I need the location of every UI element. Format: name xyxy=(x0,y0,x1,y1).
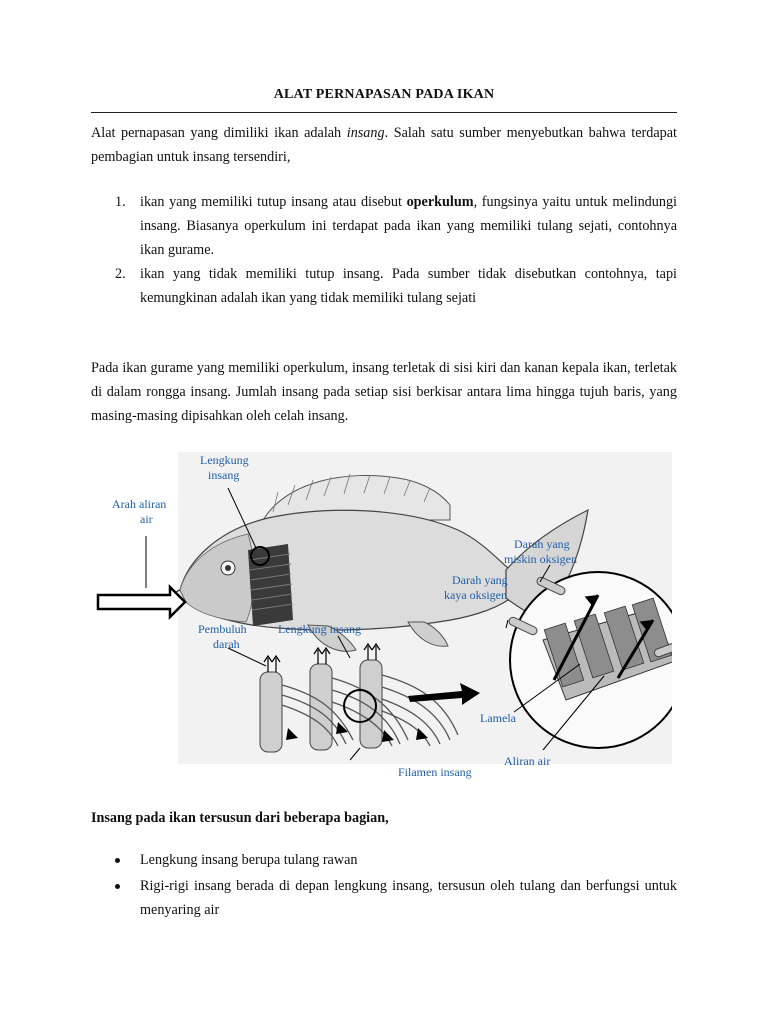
numbered-list xyxy=(91,190,677,310)
label-filamen-insang: Filamen insang xyxy=(398,765,472,779)
water-flow-arrow-icon xyxy=(98,587,185,617)
list-number: 2. xyxy=(115,266,126,282)
list-item-text-after: , fungsinya yaitu untuk melindungi insang. Biasanya operkulum ini terdapat pada ikan yang memiliki tulang sejati, contohnya ikan gurame. xyxy=(140,194,677,258)
list-item-text: ikan yang tidak memiliki tutup insang. Pada sumber tidak disebutkan contohnya, tapi kemungkinan adalah ikan yang tidak memiliki tulang sejati xyxy=(140,266,677,306)
bullet-text: Lengkung insang berupa tulang rawan xyxy=(140,852,358,868)
fish-gill-figure xyxy=(88,450,672,795)
bullet-dot xyxy=(115,858,120,863)
label-pembuluh-2: darah xyxy=(213,637,240,651)
label-pembuluh: Pembuluh xyxy=(198,622,247,636)
label-arah-aliran-2: air xyxy=(140,512,153,526)
bullet-dot xyxy=(115,884,120,889)
intro-emphasis: insang xyxy=(346,125,385,141)
intro-text-before: Alat pernapasan yang dimiliki ikan adalah xyxy=(91,125,347,141)
section-subheading: Insang pada ikan tersusun dari beberapa bagian, xyxy=(91,810,389,826)
intro-paragraph xyxy=(91,121,677,169)
intro-text-after: . Salah satu sumber menyebutkan bahwa terdapat pembagian untuk insang tersendiri, xyxy=(91,125,677,165)
label-lengkung-insang-2: insang xyxy=(208,468,240,482)
label-arah-aliran: Arah aliran xyxy=(112,497,167,511)
list-number: 1. xyxy=(115,194,126,210)
bullet-item xyxy=(91,874,677,922)
label-darah-kaya-2: kaya oksigen xyxy=(444,588,507,602)
gill-stripes xyxy=(248,544,293,626)
bullet-item xyxy=(91,848,677,872)
label-lengkung-insang-bottom: Lengkung insang xyxy=(278,622,361,636)
label-darah-miskin-2: miskin oksigen xyxy=(504,552,578,566)
title-divider xyxy=(91,112,677,113)
label-aliran-air: Aliran air xyxy=(504,754,551,768)
page-title: ALAT PERNAPASAN PADA IKAN xyxy=(273,87,495,102)
fish-gill-diagram xyxy=(88,450,672,795)
list-item-text: ikan yang memiliki tutup insang atau disebut xyxy=(140,194,407,210)
bullet-list xyxy=(91,848,677,924)
list-item xyxy=(91,262,677,310)
list-item-bold: operkulum xyxy=(406,194,474,210)
body-paragraph: Pada ikan gurame yang memiliki operkulum, insang terletak di sisi kiri dan kanan kepala ikan, terletak di dalam rongga insang. Jumlah insang pada setiap sisi berkisar antara lima hingga tujuh baris, yang masing-masing dipisahkan oleh celah insang. xyxy=(91,360,677,424)
label-darah-kaya: Darah yang xyxy=(452,573,508,587)
list-item xyxy=(91,190,677,262)
label-darah-miskin: Darah yang xyxy=(514,537,570,551)
label-lengkung-insang: Lengkung xyxy=(200,453,249,467)
label-lamela: Lamela xyxy=(480,711,516,725)
bullet-text: Rigi-rigi insang berada di depan lengkung insang, tersusun oleh tulang dan berfungsi untuk menyaring air xyxy=(140,878,677,918)
